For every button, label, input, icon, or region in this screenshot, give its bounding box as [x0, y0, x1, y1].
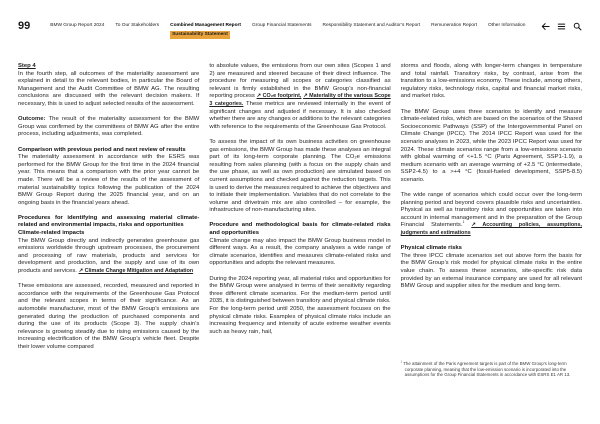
header-icons [541, 22, 582, 31]
text-segment: Procedures for identifying and assessing material climate-related and environmental impacts, risks and opportunities [18, 214, 200, 229]
table-of-contents-icon[interactable] [557, 22, 566, 31]
footnote-paris-agreement [401, 361, 582, 378]
heading-procedure-methodological-basis [209, 222, 390, 237]
link-climate-change-mitigation-and-adaptation[interactable]: ↗ Climate Change Mitigation and Adaptation [78, 268, 194, 275]
step-4-paragraph [18, 71, 199, 109]
text-segment: These metrics are reviewed internally in the event of significant changes and adjusted if necessary. It is also checked whether there are any changes or additions to the relevant categories with reference to the requirements of the Greenhouse Gas Protocol. [209, 100, 391, 130]
nav-item-other-information[interactable] [488, 23, 525, 39]
text-segment: Comparison with previous period and next review of results [18, 146, 186, 153]
link-accounting-policies-assumptions-judgments-and-estimations[interactable]: ↗ Accounting policies, assumptions, judgments and estimations [400, 222, 582, 237]
main-content [0, 63, 600, 419]
emissions-reporting-paragraph [18, 283, 199, 351]
step-4-label [18, 63, 199, 71]
nav-item-responsibility-statement-and-auditor-s-report[interactable] [322, 23, 420, 39]
column-right [401, 63, 582, 419]
column-middle [209, 63, 390, 419]
link-materiality-of-the-various-scope-3-categories[interactable]: ↗ Materiality of the various Scope 3 categories. [209, 93, 391, 107]
wide-range-scenarios-paragraph [401, 192, 582, 238]
nav-item-bmw-group-report-2024[interactable] [50, 23, 104, 39]
back-arrow-icon[interactable] [541, 22, 550, 31]
text-segment: In the fourth step, all outcomes of the materiality assessment are explained in detail to the relevant bodies, in particular the Board of Management and the Audit Committee of BMW AG. The resulting conclusions are discussed with the relevant decision makers. If necessary, this is used to adjust selected results of the assessment. [18, 70, 200, 107]
climate-change-impact-paragraph [209, 238, 390, 268]
text-segment: Climate-related impacts [18, 230, 85, 237]
heading-procedures-climate [18, 215, 199, 230]
text-segment: Step 4 [18, 63, 36, 69]
nav-subtab-sustainability-statement[interactable]: Sustainability Statement [172, 32, 228, 37]
climate-impacts-paragraph [18, 238, 199, 276]
nav-item-label: BMW Group Report 2024 [50, 23, 105, 28]
nav-item-remuneration-report[interactable] [431, 23, 477, 39]
three-scenarios-paragraph [401, 109, 582, 185]
nav-item-label: Responsibility Statement and Auditor’s Report [322, 23, 421, 28]
nav-item-label: Remuneration Report [431, 23, 478, 28]
heading-comparison-with-previous-period [18, 147, 199, 155]
nav-item-label: To Our Stakeholders [115, 23, 160, 28]
text-segment: The result of the materiality assessment for the BMW Group was confirmed by the committees of BMW AG after the entire process, including adjustments, was completed. [18, 116, 200, 138]
subheading-climate-related-impacts [18, 230, 199, 238]
subheading-physical-climate-risks [401, 245, 582, 253]
text-segment: to absolute values, the emissions from our own sites (Scopes 1 and 2) are measured and steered because of their direct influence. The procedure for measuring all scopes or categories classified as relevant is firmly established in the BMW Group’s non-financial reporting process [209, 63, 391, 100]
comparison-paragraph [18, 154, 199, 207]
physical-climate-risks-paragraph [401, 253, 582, 291]
search-icon[interactable] [573, 22, 582, 31]
text-segment: The BMW Group uses three scenarios to identify and measure climate-related risks, which are based on the scenarios of the Shared Socioeconomic Pathways (SSP) of the Intergovernmental Panel on Climate Change (IPCC). The 2014 IPCC Report was used for the scenario analyses in 2023, while the 2023 IPCC Report was used for 2024. These climate scenarios range from a low-emissions scenario with global warming of <+1.5 °C (Paris Agreement, SSP1-1.9), a medium scenario with an average warming of +2.5 °C (intermediate, SSP2-4.5) to a >+4 °C (fossil-fueled development, SSP5-8.5) scenario. [400, 108, 582, 183]
nav-item-combined-management-report[interactable] [170, 23, 241, 39]
outcome-paragraph [18, 116, 199, 139]
text-segment: Climate change may also impact the BMW Group business model in different ways. As a result, the company analyses a wide range of climate scenarios, identifies and measures climate-related risks and opportunities and adopts the relevant measures. [209, 237, 391, 267]
nav-item-group-financial-statements[interactable] [252, 23, 311, 39]
corporate-planning-paragraph [209, 139, 390, 215]
column-left [18, 63, 199, 419]
top-nav [50, 23, 525, 39]
text-segment: Physical climate risks [400, 245, 462, 252]
text-segment: The three IPCC climate scenarios set out above form the basis for the BMW Group’s risk model for physical climate risks in the entire value chain. To assess these scenarios, site-specific risk data provided by an external insurance company are used for all relevant BMW Group and supplier sites for the medium and long term. [400, 252, 582, 290]
reporting-year-scenarios-paragraph [209, 276, 390, 337]
footnote-marker: 1 [400, 360, 403, 364]
text-segment: The wide range of scenarios which could occur over the long-term planning period and beyond covers plausible risks and uncertainties. Physical as well as transitory risks and opportunities are taken into account in internal management and in the preparation of the Group Financial Statements. [400, 192, 582, 229]
text-segment: Procedure and methodological basis for climate-related risks and opportunities [209, 222, 391, 237]
scopes-1-2-paragraph [209, 63, 390, 131]
storms-floods-paragraph [401, 63, 582, 101]
nav-item-label: Other Information [488, 23, 526, 28]
text-segment: Outcome: [18, 116, 46, 123]
header [0, 0, 600, 39]
text-segment: The BMW Group directly and indirectly generates greenhouse gas emissions worldwide through upstream processes, the procurement and processing of raw materials, products and services for development and production, and the supply and use of its own products and services. [18, 237, 200, 275]
text-segment: The materiality assessment in accordance with the ESRS was performed for the BMW Group for the first time in the 2024 financial year. This means that a comparison with the prior year cannot be made. There will be a review of the results of the assessment of material sustainability topics following the publication of the 2024 BMW Group Report during the 2025 financial year, and on an ongoing basis in the financial years ahead. [18, 154, 200, 206]
footnote-marker: 1 [462, 220, 465, 225]
nav-item-label: Combined Management Report [170, 23, 242, 28]
text-segment: To assess the impact of its own business activities on greenhouse gas emissions, the BMW Group has made these analyses an integral part of its long-term corporate planning. The CO₂e emissions resulting from sales planning (with a focus on the supply chain and the use phase, as well as own production) are simulated based on current assumptions and checked against the reduction targets. This is used to derive the measures required to achieve the objectives and to initiate their implementation. Variables that do not correlate to the volume and drivetrain mix are also controlled – for example, the infrastructure of non-manufacturing sites. [209, 138, 391, 214]
page-number: 99 [18, 20, 31, 32]
text-segment: The attainment of the Paris Agreement targets is part of the BMW Group’s long-term corporate planning, meaning that the low-emission scenario is incorporated into the assumptions for the Group Financial Statements in accordance with ESRS E1 AR 13. [402, 360, 571, 378]
text-segment: During the 2024 reporting year, all material risks and opportunities for the BMW Group were analysed in terms of their sensitivity regarding three different climate scenarios. For the medium-term period until 2035, it is distinguished between transitory and physical climate risks. For the long-term period until 2050, the assessment focuses on the physical climate risks. Examples of physical climate risks include an increasing frequency and intensity of acute extreme weather events such as heavy rain, hail, [209, 275, 391, 335]
text-segment: These emissions are assessed, recorded, measured and reported in accordance with the requirements of the Greenhouse Gas Protocol and the relevant scopes in terms of their significance. As an automobile manufacturer, most of the BMW Group’s emissions are generated during the production of purchased components and during the use of its products (Scope 3). The supply chain’s relevance is growing steadily due to rising emissions caused by the increasing electrification of the BMW Group’s vehicle fleet. Despite their lower volume compared [18, 283, 200, 350]
link-co2e-footprint[interactable]: ↗ CO₂e footprint, [256, 93, 302, 100]
nav-item-to-our-stakeholders[interactable] [115, 23, 159, 39]
text-segment: storms and floods, along with longer-term changes in temperature and total rainfall. Transitory risks, by contrast, arise from the transition to a low-emissions economy. These include, among others, regulatory risks, technology risks, capital and financial market risks, and market risks. [400, 63, 582, 100]
nav-item-label: Group Financial Statements [252, 23, 312, 28]
